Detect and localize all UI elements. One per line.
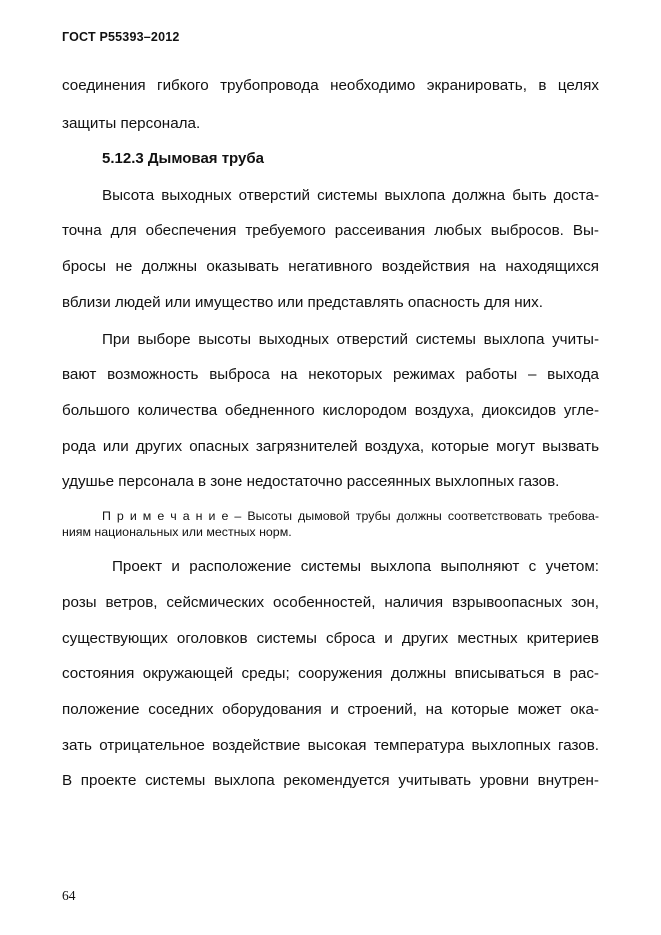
text-line: вают возможность выброса на некоторых режимах работы – выхода: [62, 366, 599, 383]
text-line: удушье персонала в зоне недостаточно рассеянных выхлопных газов.: [62, 473, 560, 490]
text-line: зать отрицательное воздействие высокая температура выхлопных газов.: [62, 737, 599, 754]
text-line: большого количества обедненного кислородом воздуха, диоксидов угле-: [62, 402, 599, 419]
text-line: соединения гибкого трубопровода необходимо экранировать, в целях: [62, 77, 599, 94]
document-code-header: ГОСТ Р55393–2012: [62, 30, 180, 44]
text-line: розы ветров, сейсмических особенностей, наличия взрывоопасных зон,: [62, 594, 599, 611]
text-line: состояния окружающей среды; сооружения должны вписываться в рас-: [62, 665, 599, 682]
text-line: В проекте системы выхлопа рекомендуется учитывать уровни внутрен-: [62, 772, 599, 789]
text-line: вблизи людей или имущество или представлять опасность для них.: [62, 294, 543, 311]
section-heading: 5.12.3 Дымовая труба: [102, 150, 264, 167]
note-line: ниям национальных или местных норм.: [62, 525, 292, 539]
text-line: При выборе высоты выходных отверстий системы выхлопа учиты-: [102, 331, 599, 348]
text-line: точна для обеспечения требуемого рассеивания любых выбросов. Вы-: [62, 222, 599, 239]
text-line: защиты персонала.: [62, 115, 201, 132]
text-line: Высота выходных отверстий системы выхлопа должна быть доста-: [102, 187, 599, 204]
text-line: существующих оголовков системы сброса и других местных критериев: [62, 630, 599, 647]
page-number: 64: [62, 888, 76, 903]
text-line: Проект и расположение системы выхлопа выполняют с учетом:: [112, 558, 599, 575]
text-line: рода или других опасных загрязнителей воздуха, которые могут вызвать: [62, 438, 599, 455]
text-line: положение соседних оборудования и строений, на которые может ока-: [62, 701, 599, 718]
text-line: бросы не должны оказывать негативного воздействия на находящихся: [62, 258, 599, 275]
note-line: П р и м е ч а н и е – Высоты дымовой трубы должны соответствовать требова-: [102, 509, 599, 523]
